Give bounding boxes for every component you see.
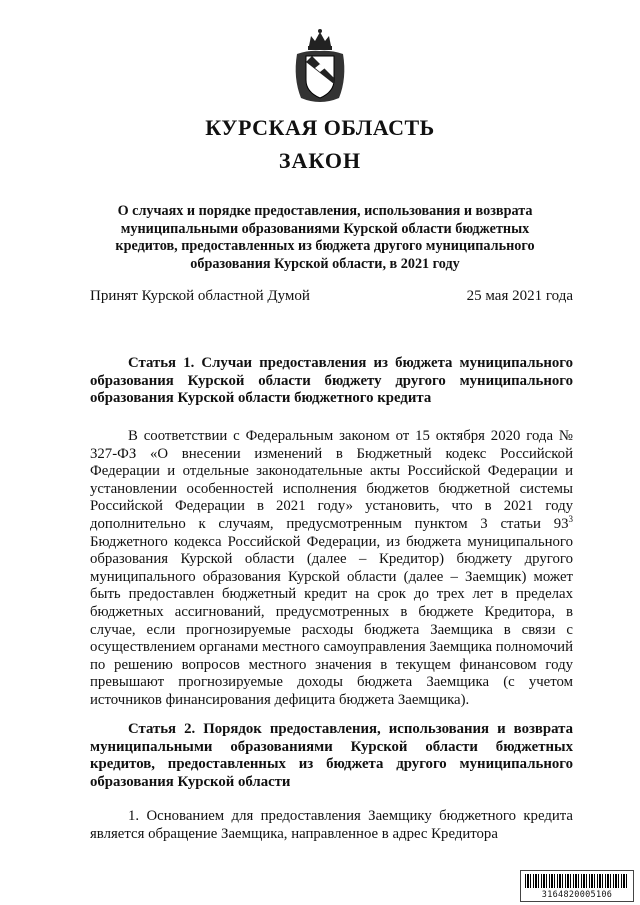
article-2-heading: Статья 2. Порядок предоставления, использования и возврата муниципальными образованиями Курской области бюджетных кредитов, предоставленных из бюджета другого муниципального образования Курской области <box>90 721 573 790</box>
article-2-text: 1. Основанием для предоставления Заемщику бюджетного кредита является обращение Заемщика, направленное в адрес Кредитора <box>90 808 573 842</box>
law-title: О случаях и порядке предоставления, использования и возврата муниципальными образованиями Курской области бюджетных кредитов, предоставленных из бюджета другого муниципального образования Курской области, в 2021 году <box>115 203 535 272</box>
adoption-line <box>90 288 573 305</box>
document-type: ЗАКОН <box>278 148 362 173</box>
article-1-text <box>90 428 573 710</box>
article-1-text-part2: Бюджетного кодекса Российской Федерации, из бюджета муниципального образования Курской области (далее – Кредитор) бюджету другого муниципального образования Курской области (далее – Заемщик) может быть предоставлен бюджетный кредит на срок до трех лет в пределах бюджетных ассигнований, предусмотренных в бюджете Кредитора, в случае, если прогнозируемые расходы бюджета Заемщика в связи с осуществлением органами местного самоуправления Заемщика полномочий по решению вопросов местного значения в текущем финансовом году превышают прогнозируемые доходы бюджета Заемщика (с учетом источников финансирования дефицита бюджета Заемщика). <box>90 533 574 708</box>
barcode <box>520 870 634 902</box>
kursk-coat-of-arms-icon <box>291 28 349 108</box>
adopted-by: Принят Курской областной Думой <box>90 288 310 304</box>
barcode-number: 3164820005106 <box>541 890 613 900</box>
article-1-heading: Статья 1. Случаи предоставления из бюджета муниципального образования Курской области бюджету другого муниципального образования Курской области бюджетного кредита <box>90 355 573 407</box>
barcode-bars <box>525 874 629 888</box>
article-1-text-part1: В соответствии с Федеральным законом от 15 октября 2020 года № 327-ФЗ «О внесении изменений в Бюджетный кодекс Российской Федерации и отдельные законодательные акты Российской Федерации и установлении особенностей исполнения бюджетов бюджетной системы Российской Федерации в 2021 году» установить, что в 2021 году дополнительно к случаям, предусмотренным пунктом 3 статьи 93 <box>90 428 573 532</box>
adoption-date: 25 мая 2021 года <box>466 288 573 304</box>
article-reference-superscript: 3 <box>568 514 573 525</box>
region-name: КУРСКАЯ ОБЛАСТЬ <box>205 115 435 140</box>
